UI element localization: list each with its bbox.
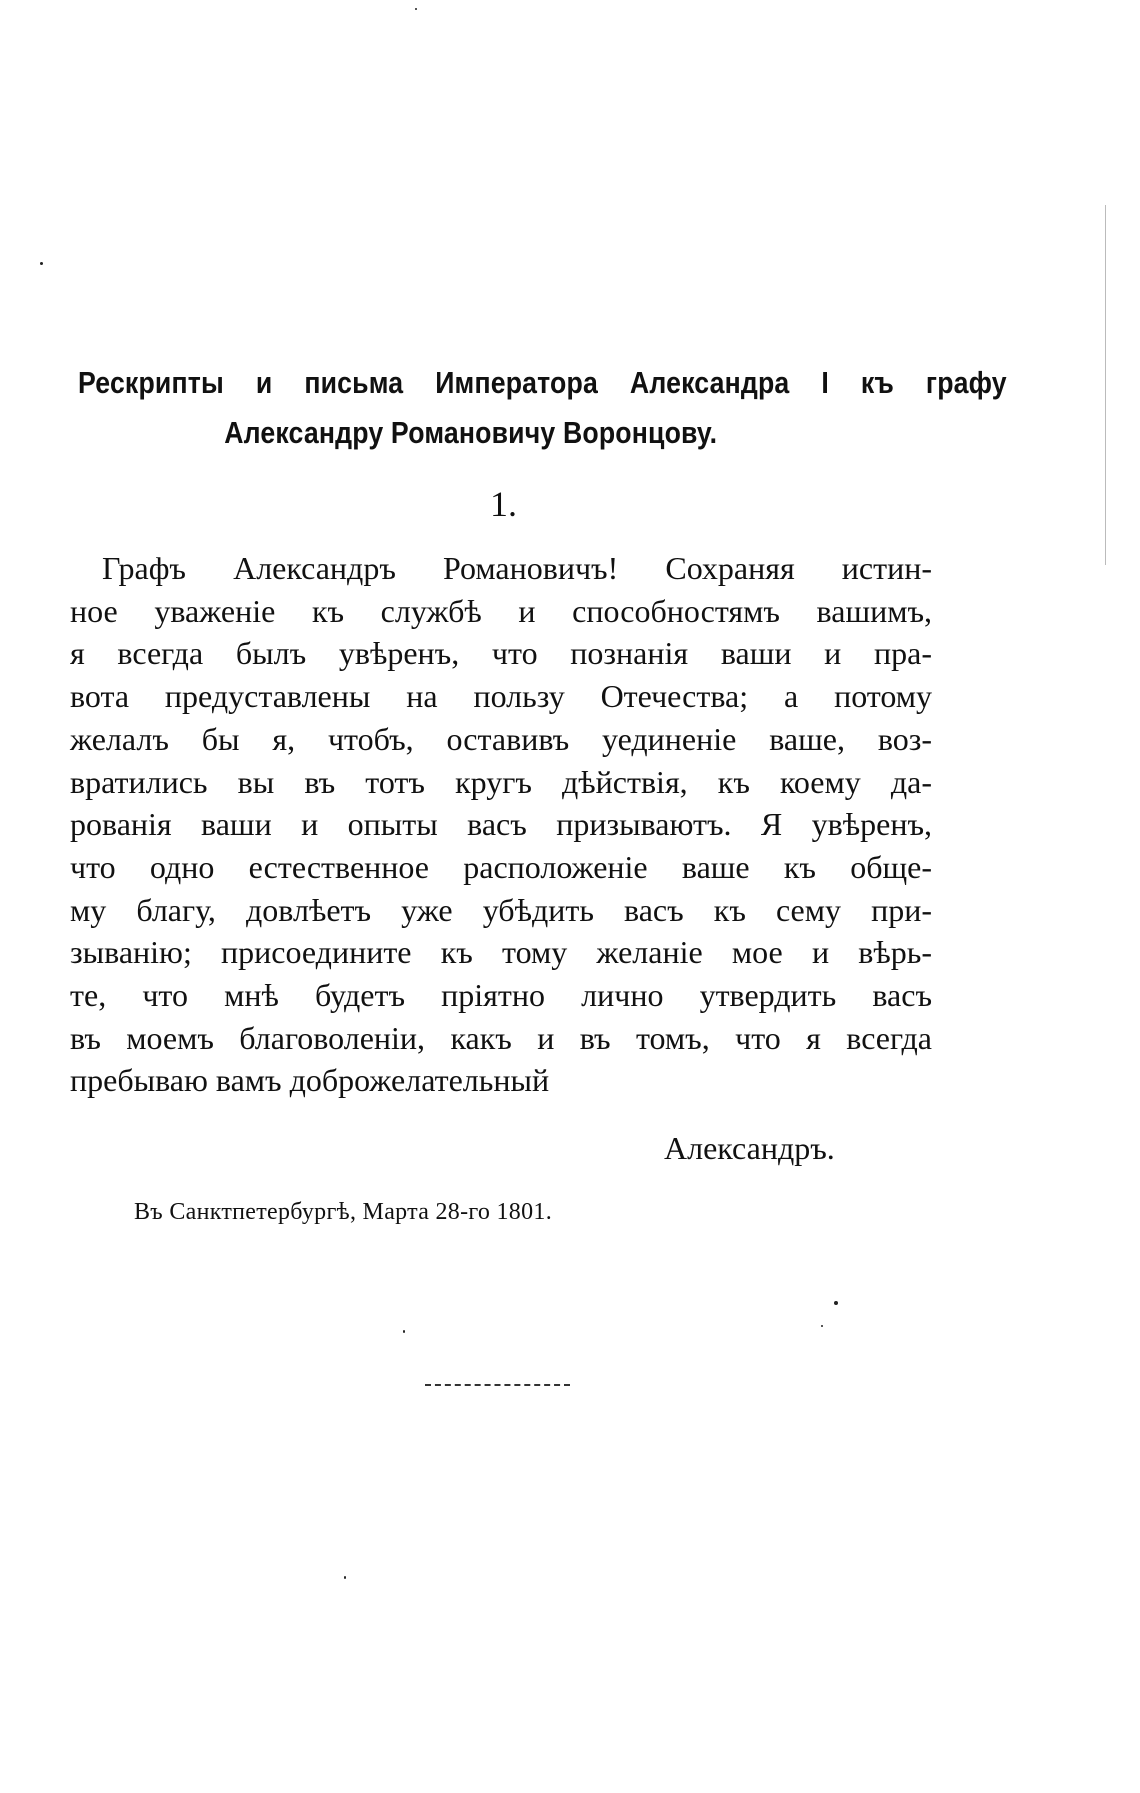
scan-speck — [40, 262, 43, 265]
body-line: въ моемъ благоволеніи, какъ и въ томъ, что я всегда — [70, 1019, 932, 1056]
body-line: те, что мнѣ будетъ пріятно лично утвердить васъ — [70, 977, 932, 1014]
dateline: Въ Санктпетербургѣ, Марта 28-го 1801. — [134, 1199, 553, 1225]
scan-speck — [834, 1301, 838, 1305]
body-line: ное уваженіе къ службѣ и способностямъ вашимъ, — [70, 592, 932, 629]
title-line-2: Александру Романовичу Воронцову. — [224, 415, 718, 450]
body-line: рованія ваши и опыты васъ призываютъ. Я увѣренъ, — [70, 806, 932, 843]
scan-speck — [403, 1330, 405, 1333]
body-line: что одно естественное расположеніе ваше къ обще- — [70, 848, 932, 885]
scan-speck — [344, 1576, 346, 1579]
body-line: вота предуставлены на пользу Отечества; а потому — [70, 678, 932, 715]
section-divider — [425, 1384, 570, 1386]
body-line: желалъ бы я, чтобъ, оставивъ уединеніе ваше, воз- — [70, 720, 932, 757]
body-line: му благу, довлѣетъ уже убѣдить васъ къ сему при- — [70, 891, 932, 928]
scan-edge-line — [1105, 205, 1106, 565]
letter-number: 1. — [490, 484, 517, 524]
document-title — [78, 358, 1007, 458]
body-line: Графъ Александръ Романовичъ! Сохраняя истин- — [102, 550, 932, 586]
scan-speck — [821, 1325, 823, 1327]
signature: Александръ. — [664, 1130, 835, 1166]
letter-body — [70, 547, 932, 1102]
body-line: пребываю вамъ доброжелательный — [70, 1062, 550, 1099]
body-line: я всегда былъ увѣренъ, что познанія ваши и пра- — [70, 635, 932, 672]
scan-speck — [415, 8, 417, 10]
body-line: вратились вы въ тотъ кругъ дѣйствія, къ коему да- — [70, 763, 932, 800]
title-line-1: Рескрипты и письма Императора Александра I къ графу — [78, 365, 1007, 400]
body-line: зыванію; присоедините къ тому желаніе мое и вѣрь- — [70, 934, 932, 971]
